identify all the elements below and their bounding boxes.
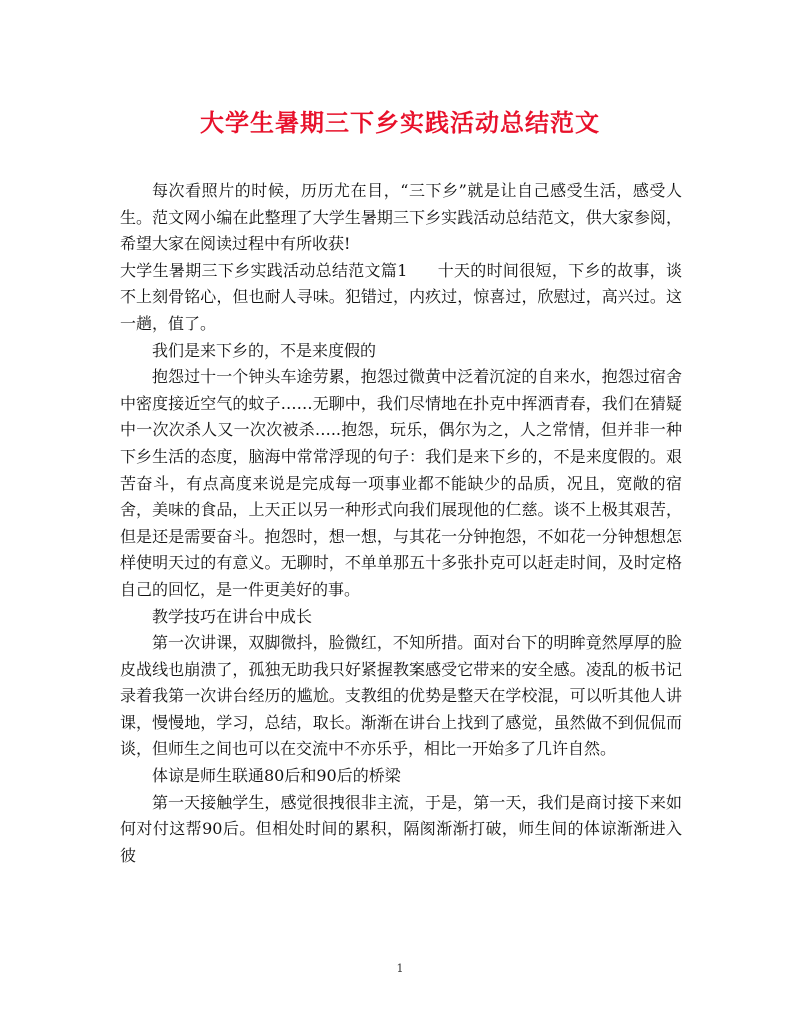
article-first-paragraph <box>120 258 682 338</box>
section-paragraph-2: 第一次讲课，双脚微抖，脸微红，不知所措。面对台下的明眸竟然厚厚的脸皮战线也崩溃了，孤独无助我只好紧握教案感受它带来的安全感。凌乱的板书记录着我第一次讲台经历的尴尬。支教组的优势是整天在学校混，可以听其他人讲课，慢慢地，学习，总结，取长。渐渐在讲台上找到了感觉，虽然做不到侃侃而谈，但师生之间也可以在交流中不亦乐乎，相比一开始多了几许自然。 <box>120 633 682 759</box>
section-paragraph-3: 第一天接触学生，感觉很拽很非主流，于是，第一天，我们是商讨接下来如何对付这帮90后。但相处时间的累积，隔阂渐渐打破，师生间的体谅渐渐进入彼 <box>120 792 682 865</box>
section-paragraph-1: 抱怨过十一个钟头车途劳累，抱怨过微黄中泛着沉淀的自来水，抱怨过宿舍中密度接近空气的蚊子……无聊中，我们尽情地在扑克中挥洒青春，我们在猜疑中一次次杀人又一次次被杀…..抱怨，玩乐，偶尔为之，人之常情，但并非一种下乡生活的态度，脑海中常常浮现的句子：我们是来下乡的，不是来度假的。艰苦奋斗，有点高度来说是完成每一项事业都不能缺少的品质，况且，宽敞的宿舍，美味的食品，上天正以另一种形式向我们展现他的仁慈。谈不上极其艰苦，但是还是需要奋斗。抱怨时，想一想，与其花一分钟抱怨，不如花一分钟想想怎样使明天过的有意义。无聊时，不单单那五十多张扑克可以赶走时间，及时定格自己的回忆，是一件更美好的事。 <box>120 367 682 599</box>
article-lead: 十天的时间很短，下乡的故事，谈不上刻骨铭心，但也耐人寻味。犯错过，内疚过，惊喜过，欣慰过，高兴过。这一趟，值了。 <box>120 260 682 333</box>
intro-paragraph: 每次看照片的时候，历历尤在目，“三下乡”就是让自己感受生活，感受人生。范文网小编在此整理了大学生暑期三下乡实践活动总结范文，供大家参阅，希望大家在阅读过程中有所收获! <box>120 181 682 254</box>
document-body <box>120 178 682 869</box>
section-heading-1: 我们是来下乡的，不是来度假的 <box>152 340 377 360</box>
page-number: 1 <box>396 962 404 975</box>
article-label: 大学生暑期三下乡实践活动总结范文篇1 <box>120 260 408 280</box>
section-heading-3: 体谅是师生联通80后和90后的桥梁 <box>152 766 401 786</box>
document-title: 大学生暑期三下乡实践活动总结范文 <box>200 108 600 137</box>
section-heading-2: 教学技巧在讲台中成长 <box>152 606 313 626</box>
